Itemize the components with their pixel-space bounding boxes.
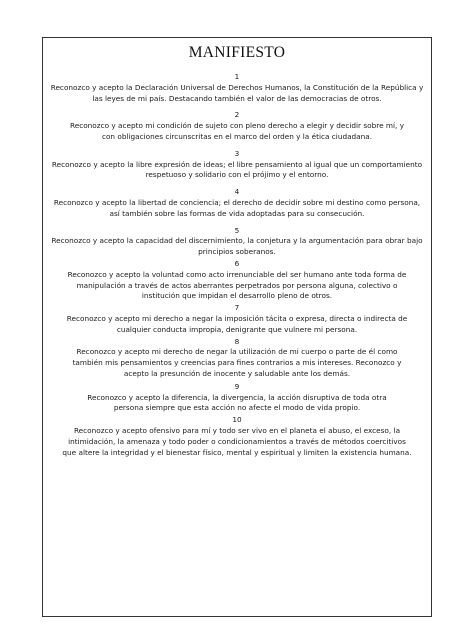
manifesto-item bbox=[44, 382, 430, 414]
item-text: Reconozco y acepto la diferencia, la divergencia, la acción disruptiva de toda otra persona siempre que esta acción no afecte el modo de vida propio. bbox=[87, 392, 387, 413]
item-number: 4 bbox=[234, 187, 240, 197]
manifesto-item bbox=[44, 149, 430, 181]
manifesto-item bbox=[44, 72, 430, 104]
item-number: 10 bbox=[232, 415, 242, 425]
item-text: Reconozco y acepto ofensivo para mí y todo ser vivo en el planeta el abuso, el exceso, la intimidación, la amenaza y todo poder o condicionamientos a través de métodos coercitivos que altere la integridad y el bienestar físico, mental y espiritual y limiten la existencia humana. bbox=[62, 425, 412, 457]
item-text: Reconozco y acepto la libertad de conciencia; el derecho de decidir sobre mi destino como persona, así también sobre las formas de vida adoptadas para su consecución. bbox=[53, 197, 421, 218]
item-number: 7 bbox=[234, 303, 240, 313]
item-number: 8 bbox=[234, 336, 240, 346]
item-text: Reconozco y acepto la voluntad como acto irrenunciable del ser humano ante toda forma de manipulación a través de actos aberrantes perpetrados por persona alguna, colectivo o institución que impidan el desarrollo pleno de otros. bbox=[67, 269, 407, 301]
item-number: 1 bbox=[234, 72, 240, 81]
manifesto-item bbox=[44, 259, 430, 302]
item-number: 2 bbox=[234, 110, 240, 120]
item-number: 5 bbox=[234, 225, 240, 235]
item-text: Reconozco y acepto mi derecho a negar la imposición tácita o expresa, directa o indirecta de cualquier conducta impropia, denigrante que vulnere mi persona. bbox=[66, 313, 408, 334]
manifesto-list bbox=[44, 72, 430, 458]
manifesto-item bbox=[44, 415, 430, 458]
document-title: MANIFIESTO bbox=[188, 44, 286, 61]
item-text: Reconozco y acepto mi condición de sujeto con pleno derecho a elegir y decidir sobre mí, y con obligaciones circunscritas en el marco del orden y la ética ciudadana. bbox=[69, 121, 405, 141]
manifesto-item bbox=[44, 303, 430, 335]
item-number: 9 bbox=[234, 381, 240, 391]
item-text: Reconozco y acepto la Declaración Universal de Derechos Humanos, la Constitución de la República y las leyes de mi país. Destacando también el valor de las democracias de otros. bbox=[50, 82, 424, 103]
manifesto-item bbox=[44, 187, 430, 219]
manifesto-item bbox=[44, 226, 430, 258]
manifesto-item bbox=[44, 110, 430, 142]
item-text: Reconozco y acepto la capacidad del discernimiento, la conjetura y la argumentación para obrar bajo principios soberanos. bbox=[51, 236, 423, 257]
item-text: Reconozco y acepto la libre expresión de ideas; el libre pensamiento al igual que un comportamiento respetuoso y solidario con el prójimo y el entorno. bbox=[51, 159, 423, 180]
item-number: 6 bbox=[234, 258, 240, 268]
manifesto-item bbox=[44, 337, 430, 380]
item-number: 3 bbox=[234, 148, 240, 158]
item-text: Reconozco y acepto mi derecho de negar la utilización de mi cuerpo o parte de él como también mis pensamientos y creencias para fines contrarios a mis intereses. Reconozco y acepto la presunción de inocente y saludable ante los demás. bbox=[72, 347, 402, 378]
